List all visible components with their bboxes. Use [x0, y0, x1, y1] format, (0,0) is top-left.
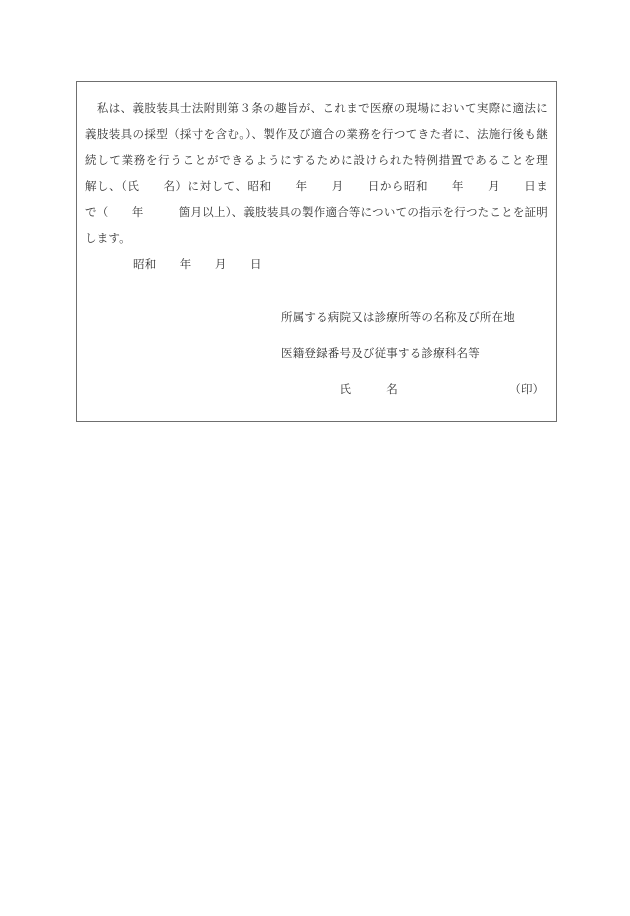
body-line-3: 続して業務を行うことができるようにするために設けられた特例措置であることを理	[85, 155, 548, 167]
body-line-5: で（ 年 箇月以上）、義肢装具の製作適合等についての指示を行つたことを証明	[85, 207, 548, 219]
certificate-box	[76, 81, 557, 422]
body-line-6: します。	[85, 233, 131, 245]
affiliation-line: 所属する病院又は診療所等の名称及び所在地	[281, 312, 515, 324]
registration-line: 医籍登録番号及び従事する診療科名等	[281, 348, 480, 360]
body-line-2: 義肢装具の採型（採寸を含む。）、製作及び適合の業務を行つてきた者に、法施行後も継	[85, 129, 548, 141]
certificate-body-paragraph	[85, 96, 548, 252]
body-line-4: 解し、（氏 名）に対して、昭和 年 月 日から昭和 年 月 日ま	[85, 181, 548, 193]
name-seal-line: 氏 名 （印）	[281, 384, 545, 396]
issue-date-line: 昭和 年 月 日	[133, 259, 262, 271]
signature-block	[281, 300, 548, 408]
body-line-1: 私は、義肢装具士法附則第３条の趣旨が、これまで医療の現場において実際に適法に	[85, 103, 548, 115]
